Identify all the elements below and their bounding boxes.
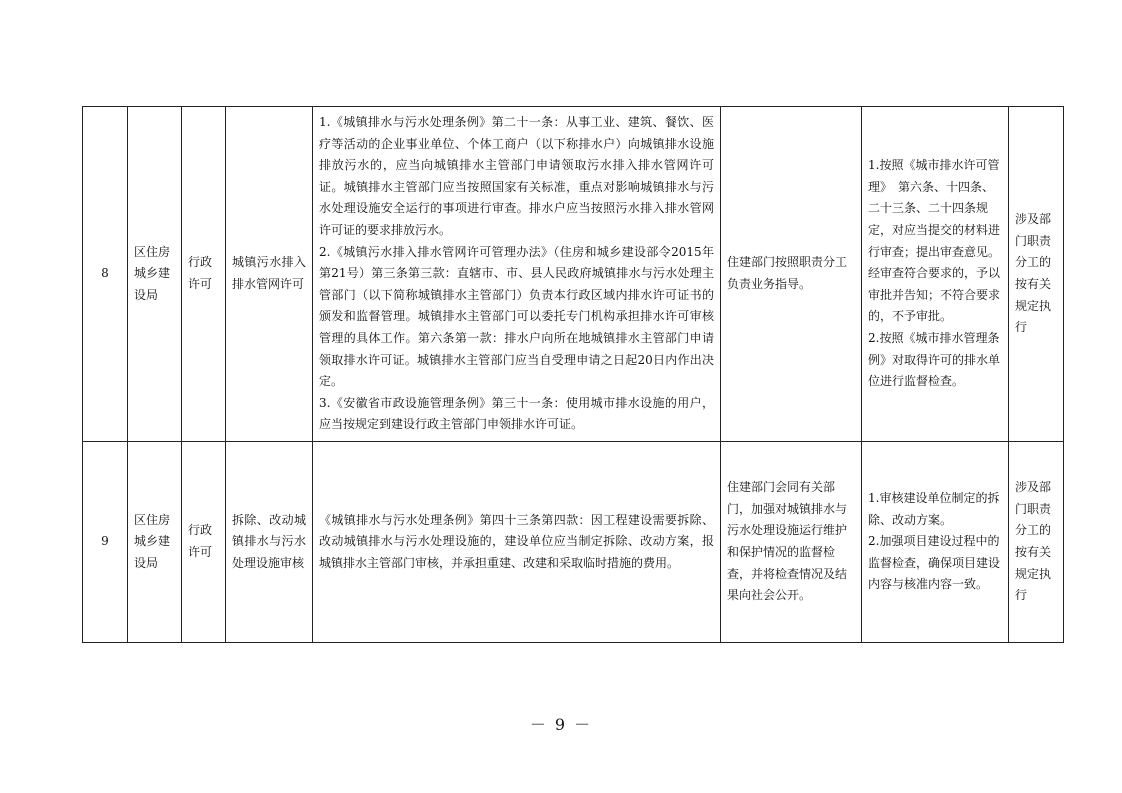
legal-basis-paragraph: 1.《城镇排水与污水处理条例》第二十一条：从事工业、建筑、餐饮、医疗等活动的企业事业单位、个体工商户（以下称排水户）向城镇排水设施排放污水的，应当向城镇排水主管部门申请领取污水排入排水管网许可证。城镇排水主管部门应当按照国家有关标准，重点对影响城镇排水与污水处理设施安全运行的事项进行审查。排水户应当按照污水排入排水管网许可证的要求排放污水。 bbox=[319, 115, 714, 238]
responsible-department-cell: 住建部门按照职责分工负责业务指导。 bbox=[721, 107, 862, 442]
supervision-measure-item: 1.按照《城市排水许可管理》 第六条、十四条、二十三条、二十四条规定，对应当提交的材料进行审查；提出审查意见。经审查符合要求的，予以审批并告知；不符合要求的，不予审批。 bbox=[868, 158, 1001, 324]
legal-basis-paragraph: 3.《安徽省市政设施管理条例》第三十一条：使用城市排水设施的用户，应当按规定到建设行政主管部门申领排水许可证。 bbox=[319, 395, 714, 432]
table-row bbox=[83, 107, 1064, 442]
remarks-cell: 涉及部门职责分工的按有关规定执行 bbox=[1009, 107, 1064, 442]
supervision-measures-cell bbox=[862, 442, 1009, 643]
item-name-cell: 拆除、改动城镇排水与污水处理设施审核 bbox=[226, 442, 313, 643]
power-type-cell: 行政许可 bbox=[182, 442, 226, 643]
page-number: － 9 － bbox=[529, 715, 593, 734]
power-type-cell: 行政许可 bbox=[182, 107, 226, 442]
legal-basis-cell bbox=[313, 107, 721, 442]
department-cell: 区住房城乡建设局 bbox=[128, 107, 182, 442]
supervision-measure-item: 2.加强项目建设过程中的监督检查，确保项目建设内容与核准内容一致。 bbox=[868, 534, 1001, 592]
remarks-cell: 涉及部门职责分工的按有关规定执行 bbox=[1009, 442, 1064, 643]
row-number: 8 bbox=[83, 107, 128, 442]
row-number: 9 bbox=[83, 442, 128, 643]
supervision-measure-item: 1.审核建设单位制定的拆除、改动方案。 bbox=[868, 491, 1000, 527]
responsibility-table bbox=[82, 106, 1064, 643]
legal-basis-paragraph: 2.《城镇污水排入排水管网许可管理办法》（住房和城乡建设部令2015年第21号）第三条第三款：直辖市、市、县人民政府城镇排水与污水处理主管部门（以下简称城镇排水主管部门）负责本行政区域内排水许可证书的颁发和监督管理。城镇排水主管部门可以委托专门机构承担排水许可审核管理的具体工作。第六条第一款：排水户向所在地城镇排水主管部门申请领取排水许可证。城镇排水主管部门应当自受理申请之日起20日内作出决定。 bbox=[319, 244, 714, 389]
legal-basis-paragraph: 《城镇排水与污水处理条例》第四十三条第四款：因工程建设需要拆除、改动城镇排水与污水处理设施的，建设单位应当制定拆除、改动方案，报城镇排水主管部门审核，并承担重建、改建和采取临时措施的费用。 bbox=[319, 512, 714, 570]
responsible-department-cell: 住建部门会同有关部门，加强对城镇排水与污水处理设施运行维护和保护情况的监督检查，并将检查情况及结果向社会公开。 bbox=[721, 442, 862, 643]
supervision-measures-cell bbox=[862, 107, 1009, 442]
supervision-measure-item: 2.按照《城市排水管理条例》对取得许可的排水单位进行监督检查。 bbox=[868, 330, 1001, 389]
table-row bbox=[83, 442, 1064, 643]
legal-basis-cell bbox=[313, 442, 721, 643]
item-name-cell: 城镇污水排入排水管网许可 bbox=[226, 107, 313, 442]
department-cell: 区住房城乡建设局 bbox=[128, 442, 182, 643]
